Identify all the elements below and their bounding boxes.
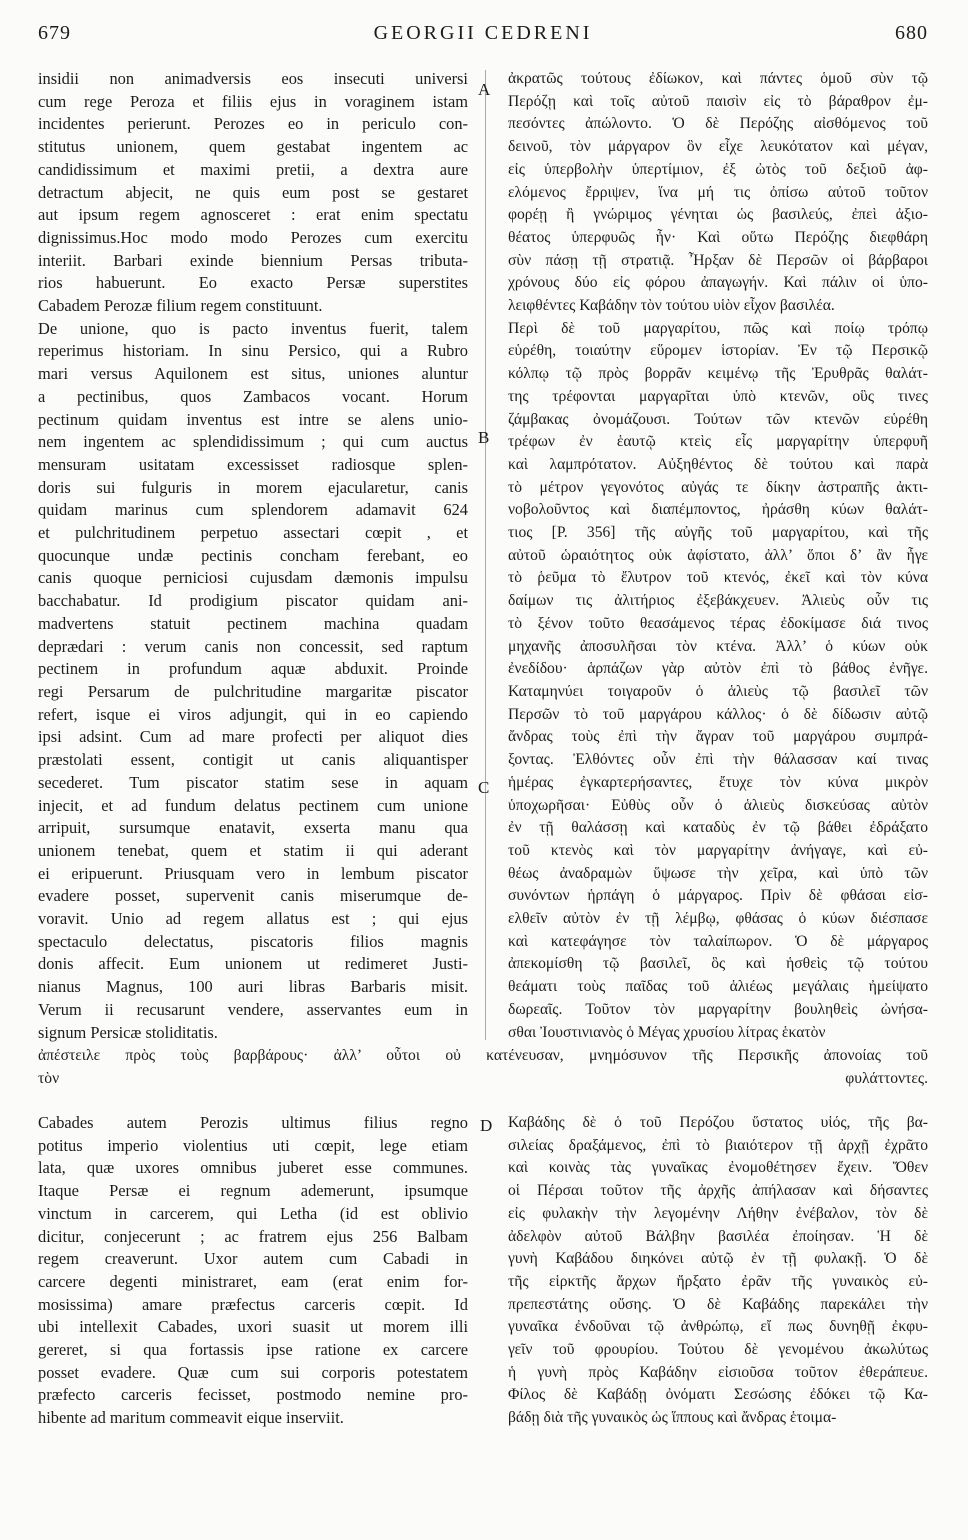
section-marker-a: A: [478, 80, 491, 99]
latin-text-line: Verum ii recusarunt vendere, asservantes eum in: [38, 999, 468, 1019]
greek-text-line: τιος [P. 356] τῆς αὐγῆς τοῦ μαργαρίτου, καὶ τῆς: [508, 524, 928, 542]
latin-text-line: ei eripuerunt. Priusquam vero in lembum piscator: [38, 863, 468, 883]
greek-text-line: τὸ ξένον τοῦτο θεασάμενος τέρας ἐδοκίμασε διά τινος: [508, 614, 928, 632]
latin-text-line: mensuram usitatam excessisset radiosque splen-: [38, 454, 468, 474]
latin-text-line: Cabadem Perozæ filium regem constituunt.: [38, 296, 323, 316]
latin-column-section-2: [38, 1112, 468, 1430]
greek-text-line: οἱ Πέρσαι τοῦτον τῆς ἀρχῆς ἀπήλασαν καὶ δήσαντες: [508, 1182, 928, 1200]
latin-text-line: cum rege Peroza et filiis ejus in voraginem istam: [38, 91, 468, 111]
latin-text-line: lata, quæ uxores omnibus juberet esse communes.: [38, 1158, 468, 1178]
latin-text-line: De unione, quo is pacto inventus fuerit, talem: [38, 318, 468, 338]
latin-text-line: quocunque undæ pectinis concham ferebant, eo: [38, 545, 468, 565]
greek-text-line: καὶ λαμπρότατον. Αὐξηθέντος δὲ τούτου καὶ παρὰ: [508, 455, 928, 473]
greek-text-line: ἐν τῇ θαλάσσῃ καὶ καταδὺς ἐν τῷ βάθει ἐδράξατο: [508, 819, 928, 837]
section-marker-b: B: [478, 428, 490, 447]
latin-text-line: candidissimum et maximi pretii, a dextra aure: [38, 159, 468, 179]
latin-text-line: donis affecit. Eum unionem ut redimeret Justi-: [38, 954, 468, 974]
greek-text-line: συνόντων ἡρπάγη ὁ μάργαρος. Πρὶν δὲ φθάσαι εἰσ-: [508, 887, 928, 905]
greek-text-line: τρέφων ἐν ἑαυτῷ κτεὶς εἷς μαργαρίτην ὑπερφυῆ: [508, 433, 928, 451]
greek-text-line: ξοντας. Ἐλθόντες οὖν ἐπὶ τὴν θάλασσαν καί τινας: [508, 751, 928, 769]
greek-text-line: βάδῃ διὰ τῆς γυναικὸς ὡς ἵππους καὶ ἄνδρας ἑτοιμα-: [508, 1409, 837, 1427]
latin-text-line: refert, isque ei viros adjungit, qui in eo capiendo: [38, 704, 468, 724]
greek-text-line: αὐτοῦ ὡραιότητος οὐκ ἀφίστατο, ἀλλ’ ὅποι δ’ ἂν ἦγε: [508, 546, 928, 564]
greek-text-line: τὸ μέτρον γεγονότος αὐγάς τε δίκην ἀστραπῆς ἀκτι-: [508, 478, 928, 496]
latin-text-line: canis quoque perniciosi cujusdam dæmonis impulsu: [38, 568, 468, 588]
latin-text-line: incidentes perierunt. Perozes eo in periculo con-: [38, 114, 468, 134]
greek-text-line: Καβάδης δὲ ὁ τοῦ Περόζου ὕστατος υἱός, τῆς βα-: [508, 1114, 928, 1131]
greek-text-line: τοῦ κτενὸς καὶ τὸν μαργαρίτην ἀνήγαγε, καὶ εὐ-: [508, 841, 928, 859]
greek-text-line: Περόζῃ καὶ τοῖς αὐτοῦ παισὶν εἰς τὸ βάραθρον ἐμ-: [508, 92, 928, 110]
greek-text-line: ελόμενος ἔρριψεν, ἵνα μή τις ὀπίσω αὐτοῦ τοῦτον: [508, 183, 928, 201]
latin-text-line: secederet. Tum piscator statim sese in aquam: [38, 772, 468, 792]
greek-column-section-2: [508, 1112, 928, 1430]
greek-text-line: σθαι Ἰουστινιανὸς ὁ Μέγας χρυσίου λίτρας ἑκατὸν: [508, 1023, 826, 1041]
greek-text-line: Περσῶν τὸ τοῦ μαργάρου κάλλος· ὁ δὲ δίδωσιν αὐτῷ: [508, 705, 928, 723]
latin-text-line: mari versus Aquilonem est situs, uniones aluntur: [38, 364, 468, 384]
greek-text-line: πρεπεστάτης οὔσης. Ὁ δὲ Καβάδης παρεκάλει τὴν: [508, 1295, 928, 1313]
column-divider: [485, 70, 486, 1040]
latin-text-line: reperimus historiam. In sinu Persico, qui a Rubro: [38, 341, 468, 361]
latin-text-line: signum Persicæ stoliditatis.: [38, 1022, 218, 1042]
greek-text-line: ἄνδρας τοὺς ἐπὶ τὴν ἄγραν τοῦ μαργάρου συμπρά-: [508, 728, 928, 746]
latin-text-line: Itaque Persæ ei regnum ademerunt, ipsumque: [38, 1181, 468, 1201]
greek-text-line: δωρεαῖς. Τοῦτον τὸν μαργαρίτην βουληθεὶς ὠνήσα-: [508, 1000, 928, 1018]
greek-text-line: εὑρέθη, τοιαύτην εὕρομεν ἱστορίαν. Ἐν τῷ Περσικῷ: [508, 342, 928, 360]
greek-text-line: θέως ἀναδραμὼν ὕψωσε τὴν χεῖρα, καὶ ὑπὸ τῶν: [508, 864, 928, 882]
greek-text-line: ελθεῖν αὐτὸν ἐν τῇ λέμβῳ, φθάσας ὁ κύων διέσπασε: [508, 910, 928, 928]
greek-text-line: σιλείας δραξάμενος, ἐπὶ τὸ βιαιότερον τῇ ἀρχῇ ἐχρᾶτο: [508, 1136, 928, 1154]
greek-text-line: κόλπῳ τῷ πρὸς βορρᾶν κειμένῳ τῆς Ἐρυθρᾶς θαλάτ-: [508, 365, 928, 383]
greek-text-line: ἐνεδίδου· ἁρπάζων γὰρ αὐτὸν ἐπὶ τὸ βάθος ἐνῆγε.: [508, 660, 928, 678]
greek-text-line: της τρέφονται μαργαρῖται ὑπὸ κτενῶν, οὓς τινες: [508, 387, 928, 405]
greek-text-line: καὶ κατεφάγησε τὸν ταλαίπωρον. Ὁ δὲ μάργαρος: [508, 932, 928, 950]
greek-text-line: γεῖν τοῦ φρουρίου. Τούτου δὲ γενομένου ἀκωλύτως: [508, 1341, 928, 1359]
latin-text-line: mosissima) amare præfectus carceris cœpit. Id: [38, 1294, 468, 1314]
latin-text-line: carcere degenti ministraret, eam (erat enim for-: [38, 1271, 468, 1291]
latin-text-line: stitutus unionem, quem gestabat ingentem ac: [38, 137, 468, 157]
greek-text-line: ἀπέστειλε πρὸς τοὺς βαρβάρους· ἀλλ’ οὗτοι οὐ κατένευσαν, μνημόσυνον τῆς Περσικῆς ἀπονοίας τοῦ: [38, 1047, 928, 1064]
greek-text-line: ἡμέρας ἐγκαρτερήσαντες, ἔτυχε τὸν κύνα μικρὸν: [508, 773, 928, 791]
latin-text-line: rios habuerunt. Eo exacto Persæ superstites: [38, 273, 468, 293]
greek-text-line: χρόνους δύο εἰς φόρου ἀπαγωγήν. Καὶ πάλιν οἱ ὑπο-: [508, 274, 928, 292]
greek-text-line: ὑποχωρῆσαι· Εὐθὺς οὖν ὁ ἁλιεὺς δισκεύσας αὐτὸν: [508, 796, 928, 814]
latin-text-line: interiit. Barbari exinde biennium Persas tributa-: [38, 250, 468, 270]
latin-text-line: doris sui fulguris in morem ejacularetur, canis: [38, 477, 468, 497]
greek-text-line: ἡ γυνὴ πρὸς Καβάδην εἰσιοῦσα τοῦτον ἐθεράπευε.: [508, 1363, 928, 1381]
latin-text-line: vinctum in carcerem, qui Letha (id est oblivio: [38, 1203, 468, 1223]
greek-text-line: λειφθέντες Καβάδην τὸν τούτου υἱὸν εἶχον βασιλέα.: [508, 297, 835, 315]
latin-text-line: quidam marinus cum splendorem adamavit 624: [38, 500, 468, 520]
latin-text-line: unionem tenebat, quem et statim ii qui aderant: [38, 840, 468, 860]
greek-text-line: ἀδελφὸν αὐτοῦ Βάλβην βασιλέα ἐποίησαν. Ἡ δὲ: [508, 1227, 928, 1245]
greek-text-line: ζάμβακας ὀνομάζουσι. Τούτων τῶν κτενῶν εὑρέθη: [508, 410, 928, 428]
greek-text-line: θέατος ὑπερφυῶς ἦν· Καὶ οὕτω Περόζης διεφθάρη: [508, 228, 928, 246]
greek-text-line: σὺν πάσῃ τῇ στρατιᾷ. Ἦρξαν δὲ Περσῶν οἱ βάρβαροι: [508, 251, 928, 269]
latin-text-line: pectinum quidam inventus est intre se alens unio-: [38, 409, 468, 429]
latin-text-line: regem creaverunt. Uxor autem cum Cabadi in: [38, 1249, 468, 1269]
latin-text-line: injecit, et ad fundum delatus pectinem cum unione: [38, 795, 468, 815]
greek-text-line: δεινοῦ, τὸν μάργαρον ὃν εἶχε λευκότατον καὶ μέγαν,: [508, 138, 928, 156]
greek-text-line: τὸν φυλάττοντες.: [38, 1069, 928, 1087]
latin-text-line: et pulchritudinem perpetuo assectari cœpit , et: [38, 523, 468, 543]
running-title: GEORGII CEDRENI: [373, 22, 593, 44]
latin-text-line: regi Persarum de pulchritudine margaritæ piscator: [38, 681, 468, 701]
latin-text-line: arripuit, sursumque enatavit, exserta manu qua: [38, 818, 468, 838]
greek-text-line: φορέῃ ἢ γνώριμος γένηται ὡς βασιλεύς, ἐπεὶ ἀξιο-: [508, 206, 928, 224]
greek-text-line: εἰς ὑπερβολὴν ὑπερτίμιον, ἐξ ὠτὸς τοῦ δεξιοῦ ἀφ-: [508, 160, 928, 178]
latin-text-line: potitus imperio violentius uti cœpit, lege etiam: [38, 1135, 468, 1155]
latin-text-line: dignissimus.Hoc modo modo Perozes cum exercitu: [38, 227, 468, 247]
latin-text-line: ubi intellexit Cabades, uxori suasit ut morem illi: [38, 1317, 468, 1337]
latin-text-line: pectinem in profundum aquæ abduxit. Proinde: [38, 659, 468, 679]
greek-text-line: μηχανῆς ἀποσυλῆσαι τὸν κτένα. Ἀλλ’ ὁ κύων οὐκ: [508, 637, 928, 655]
greek-text-line: Καταμηνύει τοιγαροῦν ὁ ἁλιεὺς τῷ βασιλεῖ τῶν: [508, 682, 928, 700]
greek-full-width-lines: [38, 1045, 928, 1090]
greek-text-line: Περὶ δὲ τοῦ μαργαρίτου, πῶς καὶ ποίῳ τρόπῳ: [508, 319, 928, 337]
greek-text-line: πεσόντες ἀπώλοντο. Ὁ δὲ Περόζης αἰσθόμενος τοῦ: [508, 115, 928, 133]
latin-text-line: Cabades autem Perozis ultimus filius regno: [38, 1113, 468, 1132]
page-number-right: 680: [895, 22, 928, 44]
latin-text-line: præfecto carceris fecisset, postmodo nemine pro-: [38, 1385, 468, 1405]
latin-text-line: aut ipsum regem agnosceret : erat enim spectatu: [38, 205, 468, 225]
latin-text-line: hibente ad maritum commeavit eique inserviit.: [38, 1408, 344, 1428]
greek-text-line: καὶ κοινὰς τὰς γυναῖκας ἐνομοθέτησεν ἔχειν. Ὅθεν: [508, 1159, 928, 1177]
latin-text-line: spectaculo delectatus, piscatoris filios magnis: [38, 931, 468, 951]
latin-text-line: nem ingentem ac splendidissimum ; qui cum auctus: [38, 432, 468, 452]
greek-text-line: εἰς φυλακὴν τὴν λεγομένην Λήθην ἐνέβαλον, τὸν δὲ: [508, 1204, 928, 1222]
greek-text-line: γυναῖκα ἐνδοῦναι τῷ ἀνθρώπῳ, εἴ πως δυνηθῇ ἐκφυ-: [508, 1318, 928, 1336]
latin-text-line: a pectinibus, quos Zambacos vocant. Horum: [38, 386, 468, 406]
greek-column-section-1: [508, 68, 928, 1044]
greek-text-line: τὸ ῥεῦμα τὸ ἔλυτρον τοῦ κτενός, ἐκεῖ καὶ τὸν κύνα: [508, 569, 928, 587]
greek-text-line: τῆς εἱρκτῆς ἄρχων ἤρξατο ἐρᾶν τῆς γυναικὸς εὐ-: [508, 1272, 928, 1290]
latin-text-line: nianus Magnus, 100 auri libras Barbaris misit.: [38, 977, 468, 997]
latin-text-line: madvertens statuit pectinem machina quadam: [38, 613, 468, 633]
section-marker-d: D: [480, 1116, 493, 1135]
greek-text-line: Φίλος δὲ Καβάδῃ ὀνόματι Σεσώσης ἐδόκει τῷ Κα-: [508, 1386, 928, 1404]
page-number-left: 679: [38, 22, 71, 44]
latin-text-line: posset evadere. Quæ cum sui corporis potestatem: [38, 1362, 468, 1382]
greek-text-line: ἀπεκομίσθη τῷ βασιλεῖ, ὃς καὶ ἡσθεὶς τῷ τούτου: [508, 955, 928, 973]
greek-text-line: δαίμων τις ἀλιτήριος ἐξεβάκχευεν. Ἀλιεὺς οὖν τις: [508, 592, 928, 610]
latin-text-line: insidii non animadversis eos insecuti universi: [38, 69, 468, 88]
latin-text-line: deprædari : verum canis non concessit, sed raptum: [38, 636, 468, 656]
latin-text-line: præstolati essent, contigit ut canis aliquantisper: [38, 750, 468, 770]
greek-text-line: θεάματι τοὺς παῖδας τοῦ ἁλιέως μεγάλαις ἠμείψατο: [508, 978, 928, 996]
greek-text-line: ἀκρατῶς τούτους ἐδίωκον, καὶ πάντες ὁμοῦ σὺν τῷ: [508, 70, 928, 87]
latin-column-section-1: [38, 68, 468, 1044]
latin-text-line: gereret, si qua fortassis ipse ratione ex carcere: [38, 1340, 468, 1360]
section-marker-c: C: [478, 778, 490, 797]
latin-text-line: detractum abjecit, ne quis eum post se gestaret: [38, 182, 468, 202]
latin-text-line: voravit. Unio ad regem allatus est ; qui ejus: [38, 909, 468, 929]
latin-text-line: evadere posset, supervenit canis miserumque de-: [38, 886, 468, 906]
greek-text-line: γυνὴ Καβάδου διηκόνει αὐτῷ ἐν τῇ φυλακῇ. Ὁ δὲ: [508, 1250, 928, 1268]
page-header: [38, 22, 928, 48]
latin-text-line: dicitur, conjecerunt ; ac fratrem ejus 256 Balbam: [38, 1226, 468, 1246]
latin-text-line: bacchabatur. Id prodigium piscator quidam ani-: [38, 591, 468, 611]
greek-text-line: νοβολοῦντος καὶ διαπέμποντος, ἠράσθη κύων θαλάτ-: [508, 501, 928, 519]
latin-text-line: ipsi adsint. Cum ad mare profecti per aliquot dies: [38, 727, 468, 747]
